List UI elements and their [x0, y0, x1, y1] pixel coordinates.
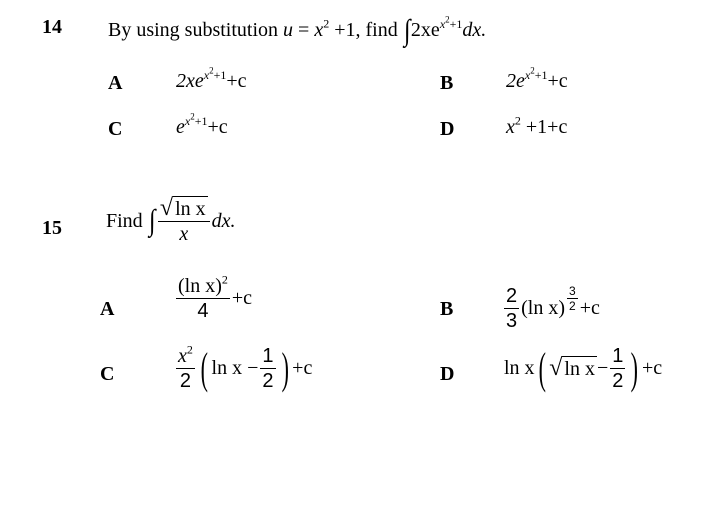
inner: ln x −	[211, 357, 259, 379]
option-14-d[interactable]	[506, 113, 568, 139]
inner-numerator: 1	[612, 345, 624, 367]
denominator: 2	[179, 370, 191, 392]
option-14-c-label[interactable]: C	[108, 118, 123, 140]
inner-denominator: 2	[262, 370, 274, 392]
fraction	[158, 196, 210, 246]
exp-rest: +1	[213, 67, 227, 82]
option-14-a[interactable]	[176, 65, 247, 93]
option-14-c[interactable]	[176, 111, 228, 139]
stem-text: Find	[106, 209, 143, 232]
option-15-a-label[interactable]: A	[100, 298, 115, 320]
integral-sign: ∫	[403, 14, 411, 47]
find-text: find	[360, 19, 403, 41]
exp-x: x	[439, 16, 446, 31]
base: x	[506, 116, 515, 138]
exp-rest: +1	[194, 113, 208, 128]
exp-sq: 2	[445, 14, 450, 25]
minus: −	[596, 357, 609, 379]
option-14-b[interactable]	[506, 65, 568, 93]
body: (ln x)	[521, 297, 566, 319]
exp-sq: 2	[209, 65, 214, 76]
left-paren: (	[538, 343, 546, 393]
tail: +c	[579, 297, 600, 319]
option-15-d-label[interactable]: D	[440, 363, 455, 385]
exp-denominator: 2	[569, 299, 576, 314]
tail: +c	[231, 287, 253, 309]
base: e	[176, 116, 185, 138]
exp-sq: 2	[190, 111, 195, 122]
exp-x: x	[524, 67, 531, 82]
option-15-c-label[interactable]: C	[100, 363, 115, 385]
tail: +1+c	[520, 116, 568, 138]
exp-numerator: 3	[569, 284, 576, 298]
exp: 2	[186, 342, 193, 357]
question-15-number: 15	[42, 217, 62, 239]
exp: 2	[221, 272, 228, 287]
numerator: (ln x)	[178, 275, 222, 297]
exp-sq: 2	[530, 65, 535, 76]
option-15-c[interactable]	[174, 344, 312, 393]
lead: ln x	[504, 357, 535, 379]
tail: +c	[292, 357, 313, 379]
denominator: x	[179, 223, 189, 245]
stem-text: By using substitution	[108, 19, 279, 41]
option-14-d-label[interactable]: D	[440, 118, 455, 140]
exp: 2	[323, 16, 330, 31]
tail: +c	[207, 116, 228, 138]
denominator: 4	[197, 300, 209, 322]
left-paren: (	[200, 343, 208, 393]
exp-x: x	[203, 67, 210, 82]
sqrt-sign: √	[549, 355, 563, 381]
exp: 2	[514, 113, 521, 128]
inner-numerator: 1	[262, 345, 274, 367]
numerator: x	[178, 345, 187, 367]
radicand: ln x	[175, 198, 206, 220]
base: 2e	[506, 70, 525, 92]
plus-one: +1,	[329, 19, 361, 41]
inner-denominator: 2	[612, 370, 624, 392]
integrand: 2xe	[410, 19, 440, 41]
denominator: 3	[506, 310, 518, 332]
var-u: u	[283, 19, 294, 41]
sqrt-sign: √	[159, 195, 174, 221]
dx: dx.	[211, 209, 236, 232]
option-14-a-label[interactable]: A	[108, 72, 123, 94]
option-15-a[interactable]	[174, 274, 252, 323]
option-14-b-label[interactable]: B	[440, 72, 454, 94]
question-15-stem	[106, 196, 236, 246]
numerator: 2	[506, 285, 518, 307]
exp-x: x	[184, 113, 191, 128]
exp-rest: +1	[449, 16, 463, 31]
option-15-b-label[interactable]: B	[440, 298, 454, 320]
var-x: x	[314, 19, 324, 41]
exp-rest: +1	[534, 67, 548, 82]
question-14-number: 14	[42, 16, 62, 38]
dx: dx.	[462, 19, 487, 41]
right-paren: )	[631, 343, 639, 393]
base: 2xe	[176, 70, 204, 92]
tail: +c	[642, 357, 663, 379]
integral-sign: ∫	[148, 204, 156, 237]
tail: +c	[226, 70, 247, 92]
question-14-stem	[108, 14, 486, 48]
right-paren: )	[281, 343, 289, 393]
tail: +c	[547, 70, 568, 92]
eq: =	[293, 19, 315, 41]
option-15-b[interactable]	[502, 284, 600, 333]
option-15-d[interactable]	[504, 344, 662, 393]
radicand: ln x	[564, 358, 595, 380]
